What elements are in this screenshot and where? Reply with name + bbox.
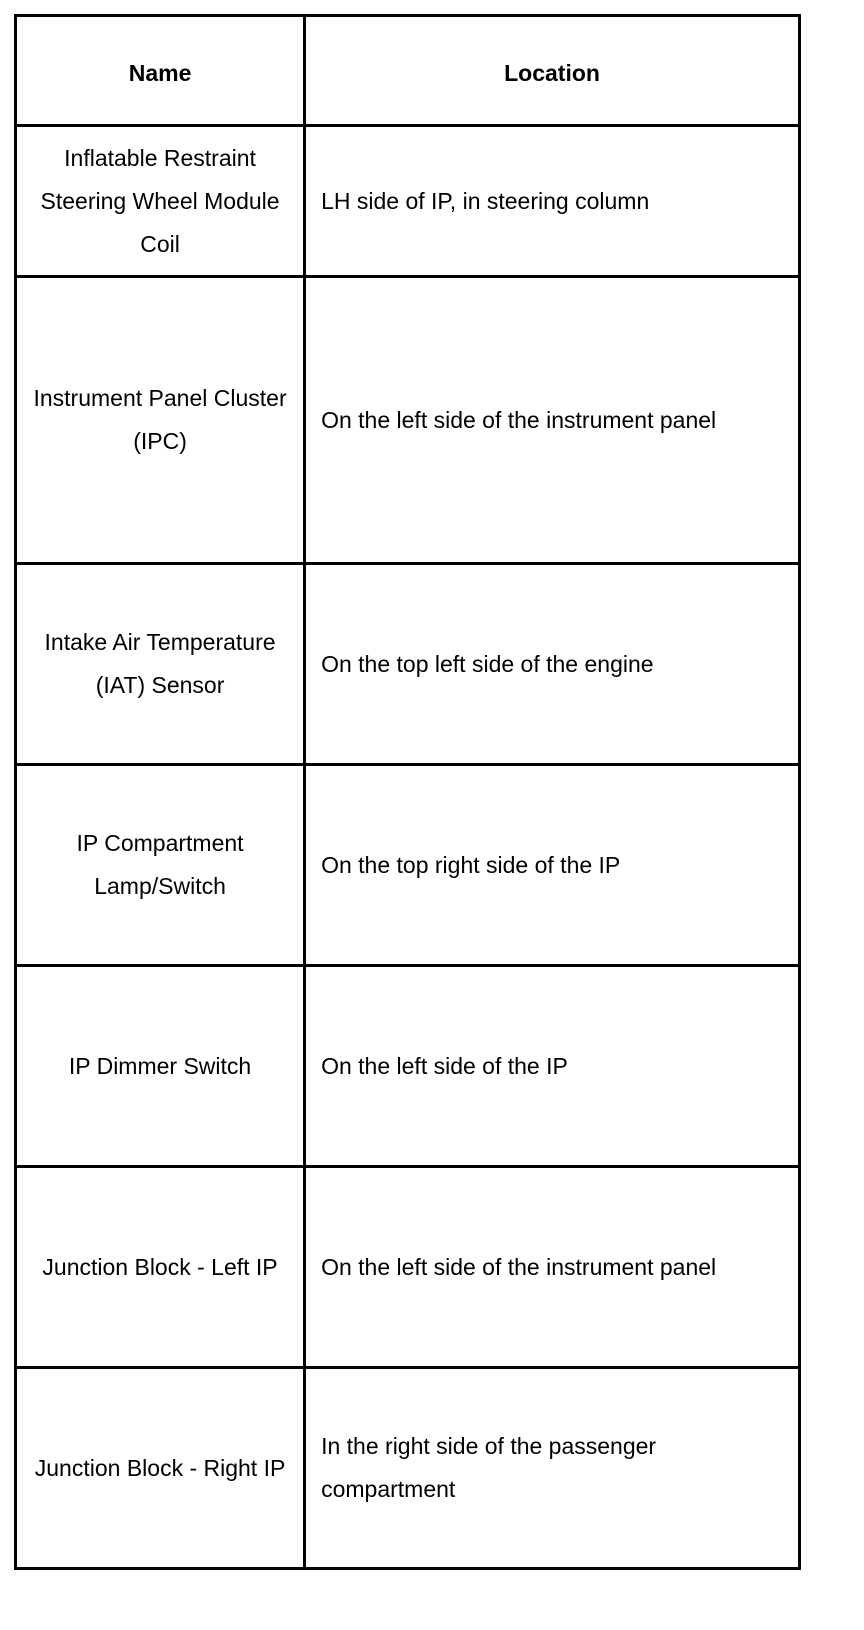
table-row [16, 966, 800, 1167]
cell-name: Junction Block - Left IP [16, 1167, 305, 1368]
table-row [16, 1167, 800, 1368]
cell-name: IP Compartment Lamp/Switch [16, 765, 305, 966]
cell-location: LH side of IP, in steering column [305, 126, 800, 277]
cell-location: On the top right side of the IP [305, 765, 800, 966]
cell-location: On the left side of the IP [305, 966, 800, 1167]
cell-location: In the right side of the passenger compartment [305, 1368, 800, 1569]
table-row [16, 1368, 800, 1569]
header-name: Name [16, 16, 305, 126]
cell-location: On the left side of the instrument panel [305, 1167, 800, 1368]
cell-name: Inflatable Restraint Steering Wheel Module Coil [16, 126, 305, 277]
cell-name: IP Dimmer Switch [16, 966, 305, 1167]
table-row [16, 126, 800, 277]
component-location-table [14, 14, 801, 1570]
header-location: Location [305, 16, 800, 126]
table-row [16, 564, 800, 765]
table-header-row [16, 16, 800, 126]
cell-name: Instrument Panel Cluster (IPC) [16, 277, 305, 564]
cell-location: On the left side of the instrument panel [305, 277, 800, 564]
table-row [16, 277, 800, 564]
cell-location: On the top left side of the engine [305, 564, 800, 765]
cell-name: Intake Air Temperature (IAT) Sensor [16, 564, 305, 765]
cell-name: Junction Block - Right IP [16, 1368, 305, 1569]
table-row [16, 765, 800, 966]
